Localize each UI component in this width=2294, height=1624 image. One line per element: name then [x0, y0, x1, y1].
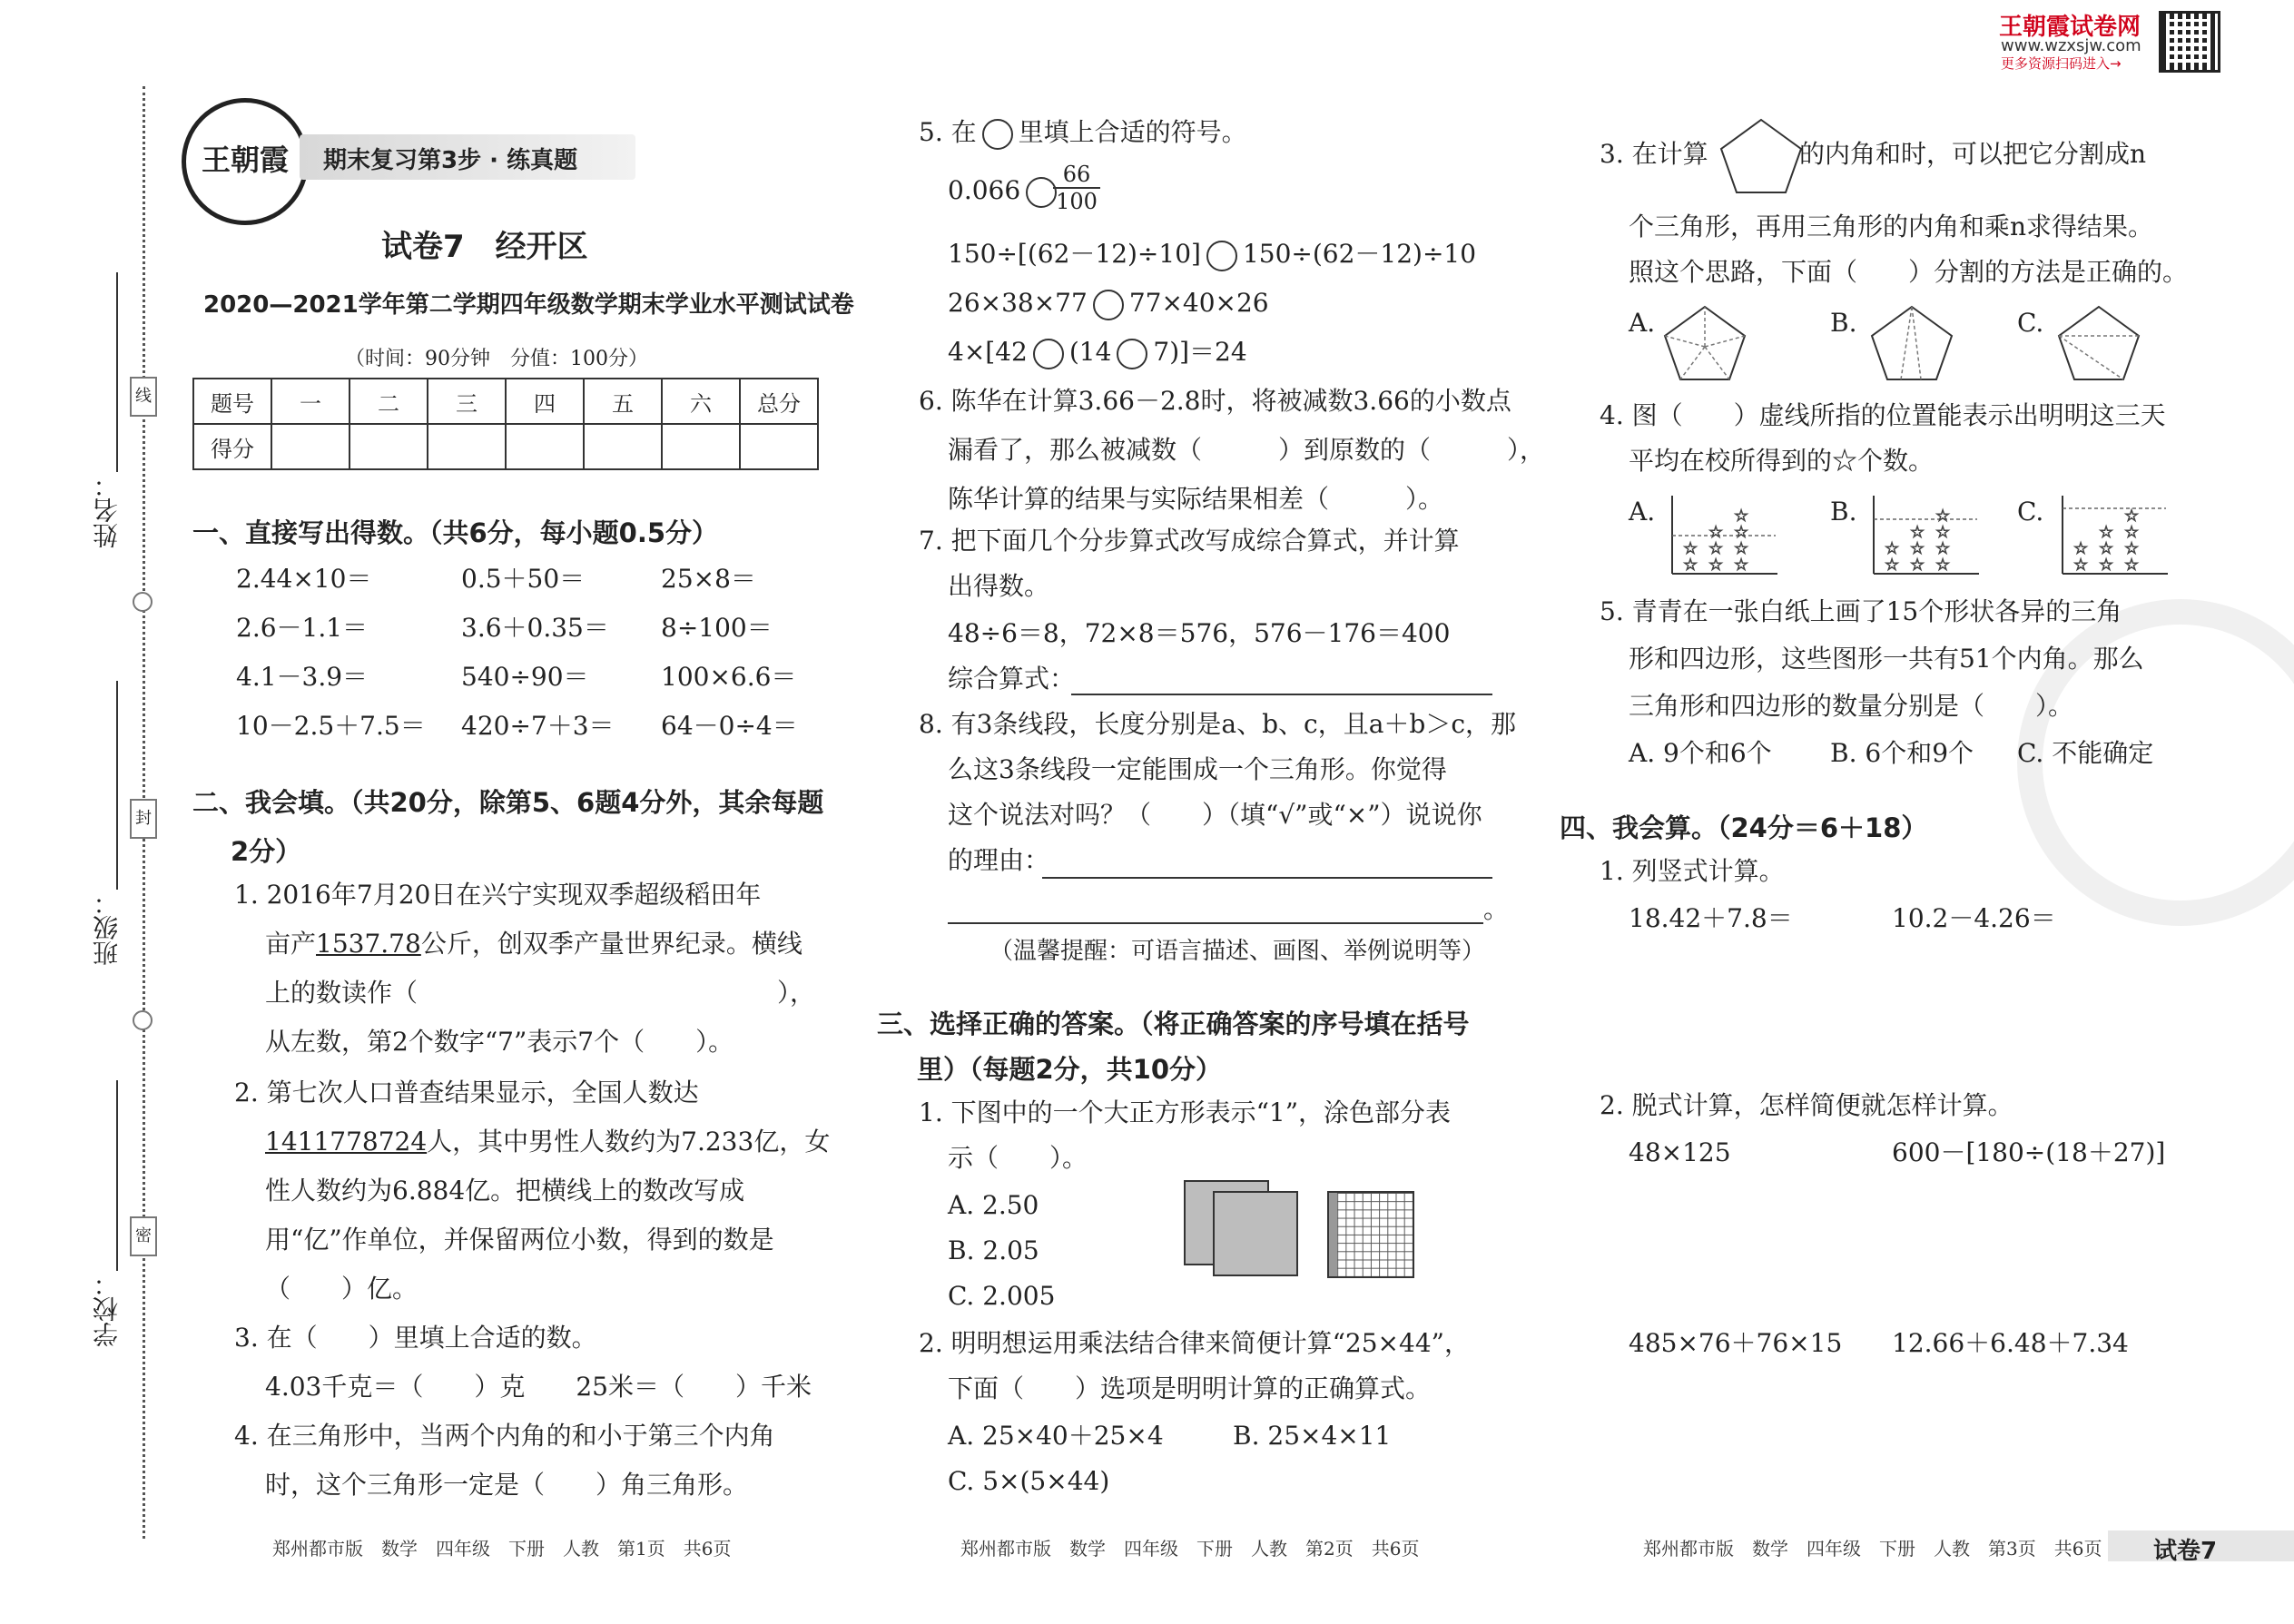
- calc-item: 600－[180÷(18＋27)]: [1892, 1137, 2166, 1167]
- q-text: 用“亿”作单位，并保留两位小数，得到的数是: [265, 1225, 774, 1255]
- calc-item: 0.5＋50＝: [461, 564, 586, 594]
- q-text: 这个说法对吗？（ ）（填“√”或“×”）说说你: [948, 800, 1482, 830]
- q-text: 26×38×77: [948, 288, 1088, 318]
- pentagon-option-a: [1661, 303, 1748, 383]
- paper-tab: [2108, 1530, 2294, 1565]
- q-text: （ ）亿。: [265, 1274, 418, 1304]
- svg-text:☆: ☆: [2073, 539, 2089, 558]
- compare-row: [948, 238, 1476, 271]
- q-text: 。: [1483, 894, 1510, 924]
- section1-title: 一、直接写出得数。（共6分，每小题0.5分）: [192, 517, 719, 548]
- q-text: 7)]＝24: [1153, 337, 1247, 367]
- answer-circle[interactable]: [1033, 339, 1064, 369]
- svg-text:☆: ☆: [1910, 539, 1925, 558]
- q-text: 上的数读作（: [265, 978, 418, 1008]
- score-header: 题号: [193, 379, 271, 424]
- q-text: 5. 青青在一张白纸上画了15个形状各异的三角: [1600, 596, 2122, 626]
- q-text: 出得数。: [948, 571, 1050, 601]
- underlined-number: 1411778724: [265, 1127, 428, 1156]
- school-label: 学校：: [92, 1271, 122, 1347]
- fraction: [1053, 162, 1100, 214]
- answer-circle[interactable]: [1206, 241, 1237, 271]
- brand-logo: [182, 98, 309, 225]
- svg-text:☆: ☆: [1885, 556, 1900, 575]
- option-b[interactable]: B.: [1830, 308, 1857, 338]
- score-header: 三: [428, 379, 506, 424]
- calc-item: 3.6＋0.35＝: [461, 613, 609, 643]
- banner-text: 期末复习第3步 · 练真题: [323, 147, 578, 174]
- score-row-label: 得分: [193, 424, 271, 469]
- q-text: (14: [1068, 337, 1112, 367]
- option-a[interactable]: A. 25×40＋25×4: [948, 1421, 1164, 1451]
- class-label: 班级：: [92, 890, 122, 966]
- pentagon-option-b: [1868, 303, 1955, 383]
- fraction-denominator: 100: [1056, 189, 1098, 214]
- q-text: 陈华计算的结果与实际结果相差（ ）。: [948, 484, 1444, 514]
- margin-ring: [133, 1010, 153, 1030]
- pentagon-figure: [1718, 116, 1805, 196]
- pentagon-option-c: [2055, 303, 2142, 383]
- score-header: 四: [506, 379, 584, 424]
- grid-square: [1327, 1191, 1414, 1278]
- calc-item: 420÷7＋3＝: [461, 711, 615, 741]
- svg-text:☆: ☆: [2124, 556, 2140, 575]
- section4-title: 四、我会算。（24分＝6＋18）: [1560, 812, 1928, 843]
- calc-item: 100×6.6＝: [661, 662, 797, 692]
- svg-text:☆: ☆: [1683, 539, 1698, 558]
- calc-item: 540÷90＝: [461, 662, 589, 692]
- score-header: 六: [662, 379, 740, 424]
- compare-row: [948, 336, 1247, 369]
- q-text: 示（ ）。: [948, 1143, 1088, 1173]
- q-text: 2. 明明想运用乘法结合律来简便计算“25×44”，: [919, 1328, 1470, 1358]
- calc-item: 18.42＋7.8＝: [1629, 903, 1793, 933]
- qr-inner: [2167, 19, 2210, 63]
- hint-text: （温馨提醒：可语言描述、画图、举例说明等）: [989, 938, 1486, 965]
- q-text: 4. 图（ ）虚线所指的位置能表示出明明这三天: [1600, 400, 2166, 430]
- q-text: 4.03千克＝（ ）克 25米＝（ ）千米: [265, 1372, 812, 1402]
- q-text: 个三角形，再用三角形的内角和乘n求得结果。: [1629, 212, 2154, 241]
- paper-title: 试卷7 经开区: [381, 229, 588, 265]
- q-text: 的理由：: [948, 845, 1050, 875]
- score-header: 总分: [740, 379, 818, 424]
- page-footer: 郑州都市版 数学 四年级 下册 人教 第2页 共6页: [960, 1538, 1420, 1560]
- q-text: 形和四边形，这些图形一共有51个内角。那么: [1629, 644, 2144, 674]
- option-b[interactable]: B. 25×4×11: [1233, 1421, 1392, 1451]
- option-b[interactable]: B.: [1830, 497, 1857, 527]
- q-text: 的内角和时，可以把它分割成n: [1799, 139, 2147, 169]
- pentagon-shape: [1721, 120, 1801, 192]
- grid-shaded-column: [1329, 1193, 1337, 1276]
- svg-text:☆: ☆: [2099, 556, 2114, 575]
- page-footer: 郑州都市版 数学 四年级 下册 人教 第3页 共6页: [1643, 1538, 2102, 1560]
- shaded-square-front: [1213, 1191, 1298, 1276]
- svg-text:☆: ☆: [1708, 523, 1724, 542]
- svg-text:☆: ☆: [1708, 556, 1724, 575]
- option-c[interactable]: C.: [2017, 308, 2044, 338]
- answer-line[interactable]: [948, 922, 1483, 924]
- paper-meta: （时间：90分钟 分值：100分）: [345, 348, 648, 370]
- q-text: 人，其中男性人数约为7.233亿，女: [427, 1127, 831, 1156]
- option-a[interactable]: A. 9个和6个: [1629, 738, 1772, 768]
- option-a[interactable]: A.: [1629, 308, 1656, 338]
- margin-mark-feng: 封: [130, 799, 157, 839]
- q-text: 8. 有3条线段，长度分别是a、b、c，且a＋b＞c，那: [919, 709, 1517, 739]
- q-text: 综合算式：: [948, 664, 1076, 694]
- calc-item: 25×8＝: [661, 564, 756, 594]
- svg-text:☆: ☆: [1910, 523, 1925, 542]
- paper-tab-label: 试卷7: [2153, 1538, 2218, 1565]
- star-chart-a: [1669, 496, 1781, 577]
- score-header: 二: [350, 379, 428, 424]
- name-label: 姓名：: [92, 472, 122, 548]
- svg-text:☆: ☆: [1935, 556, 1951, 575]
- qr-code-icon[interactable]: [2159, 11, 2220, 73]
- answer-line[interactable]: [1042, 877, 1492, 879]
- answer-circle[interactable]: [1117, 339, 1147, 369]
- q-text: 5. 在: [919, 117, 977, 147]
- q-text: 1. 列竖式计算。: [1600, 856, 1785, 886]
- q-text: [265, 1126, 830, 1158]
- q-text: 公斤，创双季产量世界纪录。横线: [420, 929, 802, 959]
- page-footer: 郑州都市版 数学 四年级 下册 人教 第1页 共6页: [272, 1538, 732, 1560]
- score-cell[interactable]: [662, 424, 740, 469]
- logo-text: 王朝霞: [201, 143, 289, 177]
- score-cell[interactable]: [271, 424, 350, 469]
- banner: [300, 134, 635, 180]
- svg-text:☆: ☆: [1734, 507, 1749, 526]
- q-text: 48÷6＝8，72×8＝576，576－176＝400: [948, 618, 1451, 648]
- q-text: 从左数，第2个数字“7”表示7个（ ）。: [265, 1027, 734, 1057]
- calc-item: 48×125: [1629, 1137, 1731, 1167]
- score-header-row: [193, 379, 818, 424]
- q-text: [919, 116, 1247, 150]
- section2-title-cont: 2分）: [231, 836, 302, 867]
- brand-name: 王朝霞试卷网: [1999, 14, 2141, 41]
- q-text: 里填上合适的符号。: [1018, 117, 1247, 147]
- answer-line[interactable]: [1071, 694, 1492, 695]
- score-header: 五: [584, 379, 662, 424]
- svg-text:☆: ☆: [2073, 556, 2089, 575]
- q-text: 1. 2016年7月20日在兴宁实现双季超级稻田年: [234, 880, 762, 910]
- svg-text:☆: ☆: [1935, 539, 1951, 558]
- score-cell[interactable]: [740, 424, 818, 469]
- q-text: 2. 脱式计算，怎样简便就怎样计算。: [1600, 1090, 2013, 1120]
- svg-text:☆: ☆: [1935, 523, 1951, 542]
- score-header: 一: [271, 379, 350, 424]
- margin-ring: [133, 592, 153, 612]
- score-cell[interactable]: [428, 424, 506, 469]
- option-c[interactable]: C.: [2017, 497, 2044, 527]
- option-c[interactable]: C. 2.005: [948, 1281, 1056, 1311]
- svg-text:☆: ☆: [1885, 539, 1900, 558]
- q-text: 性人数约为6.884亿。把横线上的数改写成: [265, 1176, 745, 1206]
- compare-row: [948, 287, 1269, 320]
- svg-text:☆: ☆: [2099, 523, 2114, 542]
- score-row: [193, 424, 818, 469]
- q-text: 150÷(62－12)÷10: [1242, 239, 1477, 269]
- svg-text:☆: ☆: [2124, 523, 2140, 542]
- svg-text:☆: ☆: [1734, 539, 1749, 558]
- name-field[interactable]: [116, 272, 118, 472]
- calc-item: 64－0÷4＝: [661, 711, 798, 741]
- score-cell[interactable]: [584, 424, 662, 469]
- margin-mark-xian: 线: [130, 377, 157, 417]
- q-text: 0.066: [948, 175, 1021, 205]
- svg-text:☆: ☆: [1935, 507, 1951, 526]
- score-cell[interactable]: [350, 424, 428, 469]
- q-text: 150÷[(62－12)÷10]: [948, 239, 1201, 269]
- q-text: 照这个思路，下面（ ）分割的方法是正确的。: [1629, 257, 2189, 287]
- calc-item: 10－2.5＋7.5＝: [236, 711, 426, 741]
- calc-item: 12.66＋6.48＋7.34: [1892, 1328, 2129, 1358]
- q-text: 下面（ ）选项是明明计算的正确算式。: [948, 1373, 1432, 1403]
- q-text: 时，这个三角形一定是（ ）角三角形。: [265, 1470, 749, 1500]
- option-a[interactable]: A. 2.50: [948, 1190, 1039, 1220]
- score-table: [192, 378, 819, 470]
- svg-text:☆: ☆: [2124, 539, 2140, 558]
- score-cell[interactable]: [506, 424, 584, 469]
- answer-circle[interactable]: [982, 119, 1013, 150]
- q-text: 77×40×26: [1128, 288, 1269, 318]
- q-text: 1. 下图中的一个大正方形表示“1”，涂色部分表: [919, 1097, 1452, 1127]
- q-text: 平均在校所得到的☆个数。: [1629, 446, 1935, 476]
- calc-item: 485×76＋76×15: [1629, 1328, 1843, 1358]
- school-field[interactable]: [116, 1080, 118, 1271]
- calc-item: 8÷100＝: [661, 613, 773, 643]
- option-b[interactable]: B. 6个和9个: [1830, 738, 1974, 768]
- svg-text:☆: ☆: [1708, 539, 1724, 558]
- svg-text:☆: ☆: [2124, 507, 2140, 526]
- q-text: 6. 陈华在计算3.66－2.8时，将被减数3.66的小数点: [919, 386, 1511, 416]
- option-b[interactable]: B. 2.05: [948, 1235, 1039, 1265]
- q-text: ），: [777, 978, 816, 1008]
- svg-text:☆: ☆: [1734, 523, 1749, 542]
- class-field[interactable]: [116, 681, 118, 890]
- calc-item: 10.2－4.26＝: [1892, 903, 2056, 933]
- answer-circle[interactable]: [1093, 290, 1124, 320]
- option-a[interactable]: A.: [1629, 497, 1656, 527]
- option-c[interactable]: C. 5×(5×44): [948, 1466, 1110, 1496]
- calc-item: 2.44×10＝: [236, 564, 372, 594]
- star-chart-c: [2059, 496, 2171, 577]
- q-text: 3. 在计算: [1600, 139, 1708, 169]
- q-text: 3. 在（ ）里填上合适的数。: [234, 1323, 597, 1353]
- q-text: [265, 928, 802, 960]
- q-text: 三角形和四边形的数量分别是（ ）。: [1629, 691, 2074, 721]
- q-text: 7. 把下面几个分步算式改写成综合算式，并计算: [919, 526, 1460, 556]
- svg-text:☆: ☆: [2099, 539, 2114, 558]
- calc-item: 2.6－1.1＝: [236, 613, 369, 643]
- q-text: 漏看了，那么被减数（ ）到原数的（ ），: [948, 435, 1546, 465]
- brand-slogan: 更多资源扫码进入→: [2001, 55, 2122, 72]
- margin-mark-mi: 密: [130, 1216, 157, 1256]
- brand-url: www.wzxsjw.com: [2001, 36, 2141, 55]
- q-text: 4×[42: [948, 337, 1028, 367]
- section2-title: 二、我会填。（共20分，除第5、6题4分外，其余每题: [192, 787, 824, 818]
- compare-row: [948, 174, 1062, 208]
- underlined-number: 1537.78: [316, 929, 421, 959]
- q-text: 亩产: [265, 929, 317, 959]
- fraction-numerator: 66: [1053, 162, 1100, 189]
- svg-text:☆: ☆: [1910, 556, 1925, 575]
- section3-title: 三、选择正确的答案。（将正确答案的序号填在括号: [877, 1009, 1470, 1039]
- option-c[interactable]: C. 不能确定: [2017, 738, 2154, 768]
- paper-subtitle: 2020—2021学年第二学期四年级数学期末学业水平测试试卷: [203, 291, 854, 319]
- q-text: 2. 第七次人口普查结果显示，全国人数达: [234, 1078, 699, 1107]
- star-chart-b: [1870, 496, 1983, 577]
- svg-text:☆: ☆: [1734, 556, 1749, 575]
- q-text: 么这3条线段一定能围成一个三角形。你觉得: [948, 754, 1447, 784]
- q-text: 4. 在三角形中，当两个内角的和小于第三个内角: [234, 1421, 775, 1451]
- section3-title-cont: 里）（每题2分，共10分）: [917, 1054, 1223, 1085]
- svg-text:☆: ☆: [1683, 556, 1698, 575]
- calc-item: 4.1－3.9＝: [236, 662, 369, 692]
